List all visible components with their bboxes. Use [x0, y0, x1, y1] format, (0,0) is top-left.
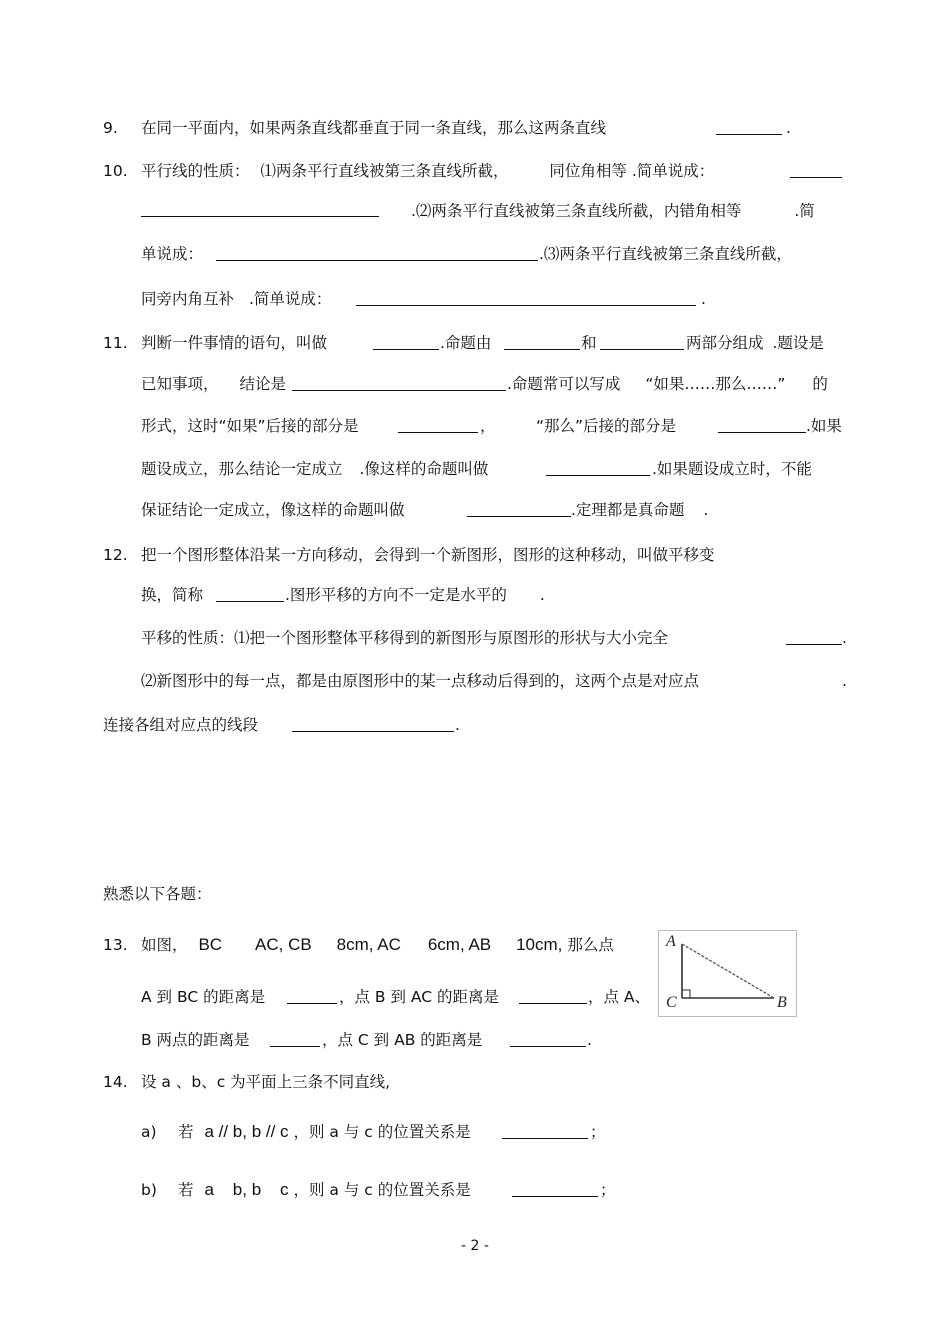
q14-b-text1: 若	[178, 1181, 194, 1199]
q12-l3a: 平移的性质：⑴把一个图形整体平移得到的新图形与原图形的形状与大小完全	[141, 629, 669, 647]
q11-l1c: 和	[581, 334, 597, 352]
q10-l4a: 同旁内角互补	[141, 290, 235, 308]
q11-blank1	[373, 335, 439, 350]
q9-number: 9.	[103, 119, 118, 137]
q10-number: 10.	[103, 162, 128, 180]
q10-line3a: 单说成：	[141, 245, 204, 263]
q13-line1	[141, 935, 614, 955]
q11-l4b: .像这样的命题叫做	[359, 460, 489, 478]
q13-l1c: AC, CB	[255, 935, 312, 954]
q10-blank1	[790, 163, 842, 178]
q11-blank2	[504, 335, 580, 350]
q14-a-text2: ，则 a 与 c 的位置关系是	[293, 1123, 471, 1141]
vertex-c-label: C	[666, 994, 677, 1011]
q11-l4c: .如果题设成立时，不能	[652, 460, 812, 478]
q13-number: 13.	[103, 936, 128, 954]
q11-line4a	[141, 459, 488, 479]
q14-l1: 设 a 、b、c 为平面上三条不同直线,	[141, 1073, 391, 1091]
q9-text	[141, 118, 606, 138]
q10-l1d: .简单说成：	[631, 162, 715, 180]
q13-l2c: ，点 A、	[588, 988, 651, 1006]
q10-l4b: .简单说成：	[248, 290, 332, 308]
q14-b-end: ；	[600, 1181, 616, 1199]
q12-l2c: .	[539, 586, 545, 604]
q13-l1b: BC	[198, 935, 223, 954]
q11-l3c: “那么”后接的部分是	[536, 417, 677, 435]
q10-blank2	[216, 246, 538, 261]
q12-l5b: .	[455, 716, 460, 734]
q14-b-text2: ，则 a 与 c 的位置关系是	[293, 1181, 471, 1199]
q11-blank7	[546, 461, 650, 476]
q10-l1b: ⑴两条平行直线被第三条直线所截，	[260, 162, 509, 180]
q12-l4a: ⑵新图形中的每一点，都是由原图形中的某一点移动后得到的，这两个点是对应点	[141, 672, 700, 690]
q14-a-label: a)	[141, 1123, 157, 1141]
q12-l1: 把一个图形整体沿某一方向移动，会得到一个新图形，图形的这种移动，叫做平移变	[141, 546, 715, 564]
q10-l4c: .	[701, 290, 706, 308]
q11-line2b	[507, 374, 828, 394]
q10-l2a: .⑵两条平行直线被第三条直线所截，内错角相等	[411, 202, 742, 220]
q13-l1e: 6cm, AB	[427, 935, 492, 954]
q13-l3b: ，点 C 到 AB 的距离是	[322, 1031, 483, 1049]
q12-l5a: 连接各组对应点的线段	[103, 716, 259, 734]
q12-l4b: .	[842, 672, 847, 690]
q13-l1f: 10cm,	[516, 935, 563, 954]
q12-l2b: .图形平移的方向不一定是水平的	[285, 586, 507, 604]
triangle-figure	[658, 930, 798, 1018]
q10-l2b: .简	[794, 202, 815, 220]
q11-l3b: ，	[480, 417, 496, 435]
q12-l3b: .	[842, 629, 847, 647]
q11-blank6	[718, 418, 806, 433]
q12-blank2	[786, 630, 842, 645]
q13-l3a: B 两点的距离是	[141, 1031, 250, 1049]
q12-l2a: 换，简称	[141, 586, 204, 604]
q11-l5c: .	[703, 501, 709, 519]
q14-a-line	[178, 1122, 471, 1142]
q10-blank1-cont	[141, 202, 379, 217]
q13-l3c: .	[587, 1031, 592, 1049]
q11-blank4	[292, 376, 506, 391]
q10-blank3	[356, 291, 696, 306]
q9-statement: 在同一平面内，如果两条直线都垂直于同一条直线，那么这两条直线	[141, 119, 607, 137]
q13-blank1	[287, 989, 337, 1004]
q14-b-line	[178, 1180, 471, 1200]
q14-b-math: a b, b c	[204, 1180, 289, 1199]
q11-l3d: .如果	[806, 417, 842, 435]
q10-line3b: .⑶两条平行直线被第三条直线所截，	[539, 245, 792, 263]
q11-l2e: 的	[812, 375, 828, 393]
q11-blank5	[398, 418, 478, 433]
q10-l1a: 平行线的性质：	[141, 162, 250, 180]
q13-blank4	[510, 1032, 586, 1047]
q11-line5b	[571, 500, 708, 520]
q13-l1d: 8cm, AC	[336, 935, 401, 954]
q13-l2a: A 到 BC 的距离是	[141, 988, 266, 1006]
q11-l2b: 结论是	[239, 375, 286, 393]
q14-a-end: ；	[590, 1123, 606, 1141]
section-heading: 熟悉以下各题：	[103, 885, 212, 903]
q11-blank3	[600, 335, 684, 350]
q14-number: 14.	[103, 1073, 128, 1091]
q11-l2d: “如果……那么……”	[645, 375, 786, 393]
q11-number: 11.	[103, 334, 128, 352]
q11-line2a	[141, 374, 286, 394]
q12-number: 12.	[103, 546, 128, 564]
q11-l2a: 已知事项，	[141, 375, 219, 393]
vertex-a-label: A	[666, 933, 676, 950]
q13-l1g: 那么点	[567, 936, 614, 954]
q13-l2b: ，点 B 到 AC 的距离是	[339, 988, 499, 1006]
q11-blank8	[467, 502, 571, 517]
q13-l1a: 如图，	[141, 936, 188, 954]
q14-a-text1: 若	[178, 1123, 194, 1141]
q11-l1e: .题设是	[772, 334, 824, 352]
figure-frame	[659, 931, 797, 1017]
q11-l3a: 形式，这时“如果”后接的部分是	[141, 417, 359, 435]
q11-l4a: 题设成立，那么结论一定成立	[141, 460, 343, 478]
q11-l5b: .定理都是真命题	[571, 501, 685, 519]
q11-l1d-e	[686, 333, 824, 353]
q10-line2	[411, 201, 815, 221]
page-number: - 2 -	[461, 1238, 489, 1254]
q11-l1d: 两部分组成	[686, 334, 764, 352]
q12-blank1	[216, 587, 284, 602]
vertex-b-label: B	[777, 994, 787, 1011]
q11-l1b: .命题由	[440, 334, 492, 352]
q13-blank2	[519, 989, 587, 1004]
q12-line2b	[285, 585, 545, 605]
q11-l2c: .命题常可以写成	[507, 375, 621, 393]
q12-blank3	[292, 717, 454, 732]
q10-line1	[141, 161, 714, 181]
q14-b-label: b)	[141, 1181, 157, 1199]
q9-blank	[716, 120, 782, 135]
q14-a-blank	[502, 1124, 588, 1139]
q14-a-math: a // b, b // c	[204, 1122, 289, 1141]
q14-b-blank	[512, 1182, 598, 1197]
q11-l1a: 判断一件事情的语句，叫做	[141, 334, 328, 352]
q11-l5a: 保证结论一定成立，像这样的命题叫做	[141, 501, 405, 519]
q9-end: .	[786, 119, 791, 137]
q10-line4	[141, 289, 331, 309]
q10-l1c: 同位角相等	[549, 162, 627, 180]
q13-blank3	[270, 1032, 320, 1047]
